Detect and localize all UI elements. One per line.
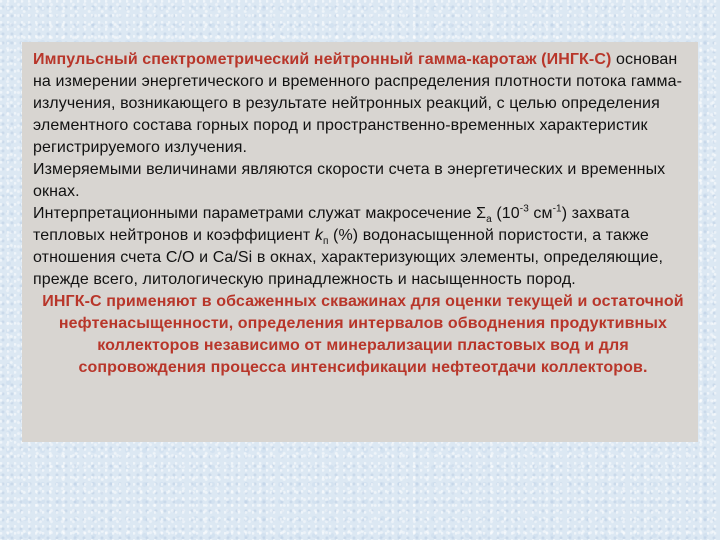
superscript-minus-one: -1 <box>552 203 562 215</box>
paragraph-method-definition <box>33 49 693 159</box>
measured-values-text: Измеряемыми величинами являются скорости счета в энергетических и временных окнах. <box>33 161 666 200</box>
paragraph-measured-values <box>33 159 693 203</box>
interpretation-text-part-3: см <box>533 205 553 222</box>
method-title: Импульсный спектрометрический нейтронный гамма-каротаж (ИНГК-С) <box>33 51 612 68</box>
interpretation-text-part-1: Интерпретационными параметрами служат макросечение <box>33 205 472 222</box>
interpretation-text-part-4: ) захвата тепловых нейтронов и коэффициент <box>33 205 630 244</box>
sigma-subscript: а <box>486 214 492 226</box>
sigma-symbol: Σ <box>476 205 487 222</box>
k-subscript: п <box>322 236 329 248</box>
application-text: ИНГК-С применяют в обсаженных скважинах для оценки текущей и остаточной нефтенасыщенности, определения интервалов обводнения продуктивных коллекторов независимо от минерализации пластовых вод и для сопровождения процесса интенсификации нефтеотдачи коллекторов. <box>42 293 684 376</box>
method-description: основан на измерении энергетического и временного распределения плотности потока гамма-излучения, возникающего в результате нейтронных реакций, с целью определения элементного состава горных пород и пространственно-временных характеристик регистрируемого излучения. <box>33 51 683 156</box>
superscript-minus-three: -3 <box>519 203 529 215</box>
paragraph-interpretation-parameters <box>33 203 693 291</box>
paragraph-application <box>33 291 693 379</box>
interpretation-text-part-2: (10 <box>496 205 520 222</box>
interpretation-text-part-5: (%) водонасыщенной пористости, а также отношения счета С/О и Ca/Si в окнах, характеризующих элементы, определяющие, прежде всего, литологическую принадлежность и насыщенность пород. <box>33 227 664 288</box>
k-symbol: k <box>314 227 323 244</box>
slide-text <box>33 49 693 379</box>
